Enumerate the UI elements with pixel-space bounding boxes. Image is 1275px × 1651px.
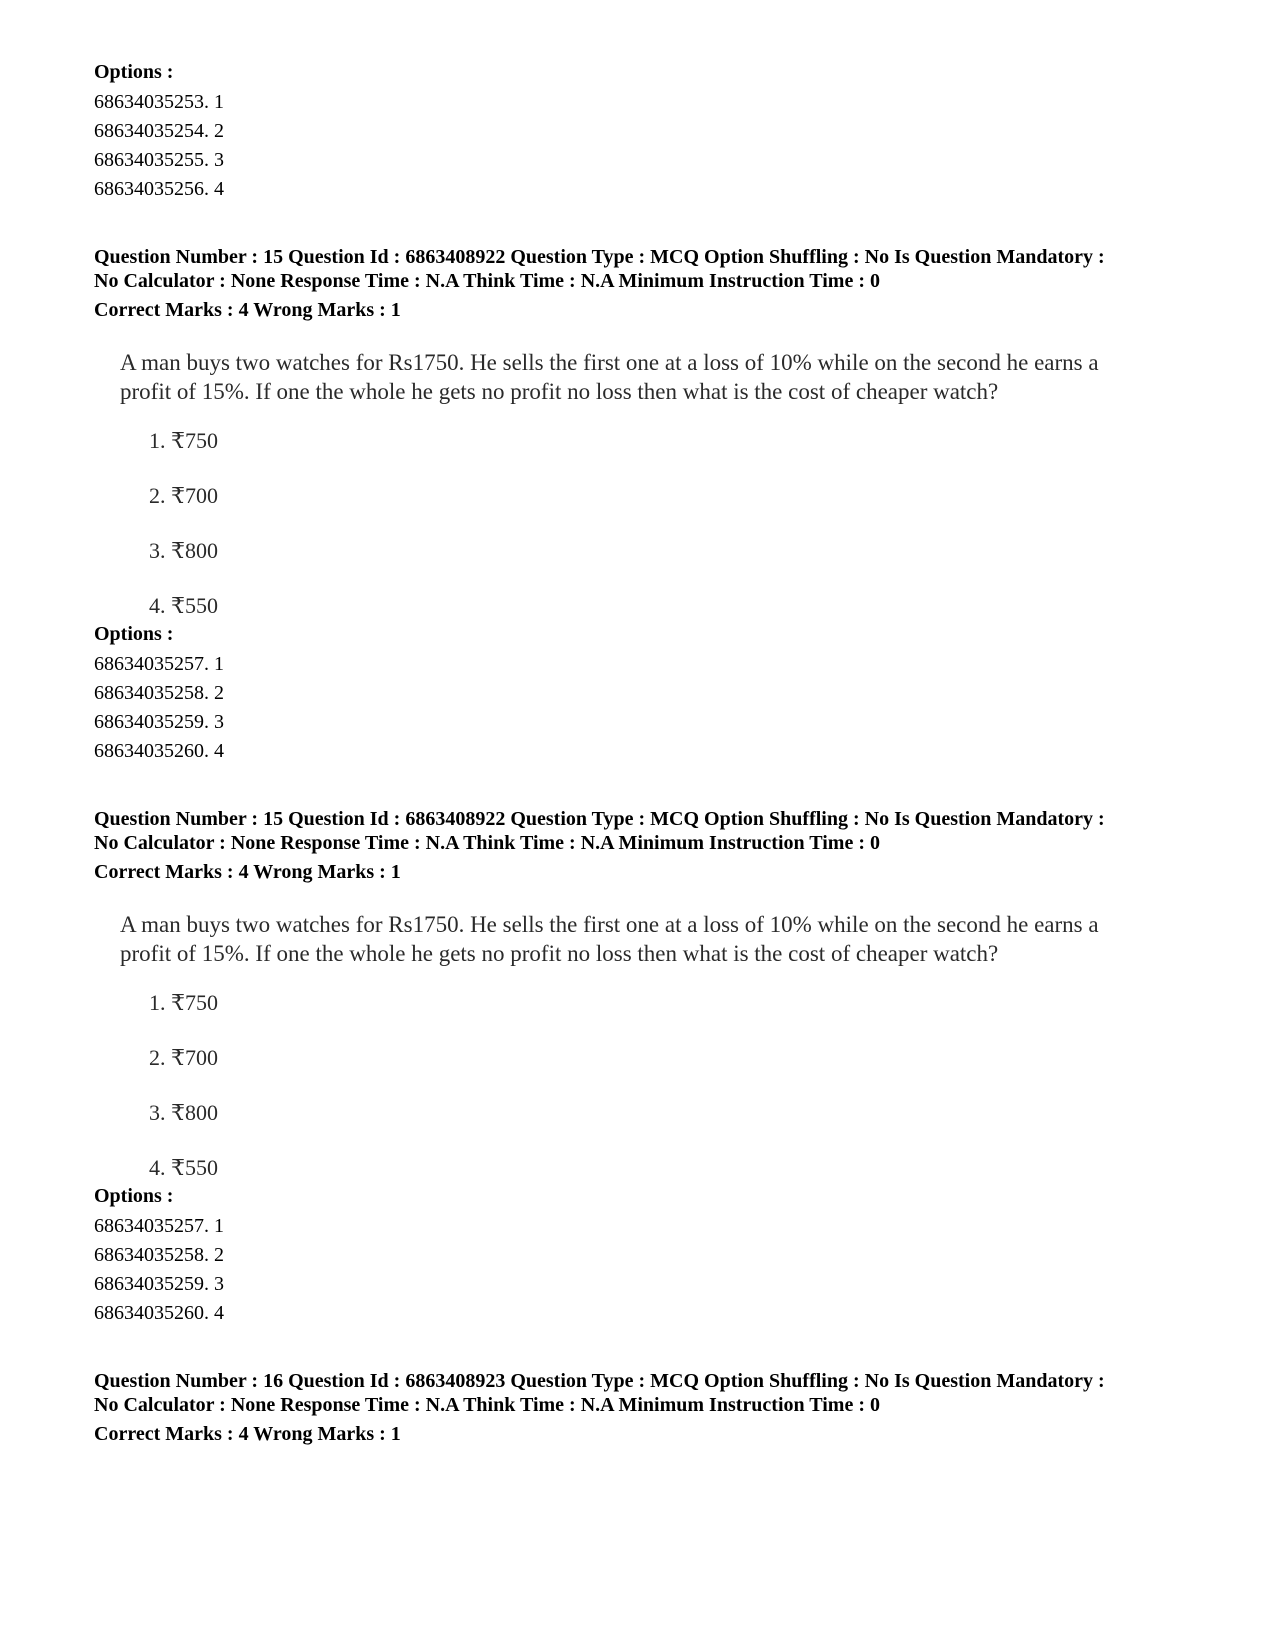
question-meta-line: No Calculator : None Response Time : N.A Think Time : N.A Minimum Instruction Time : 0: [94, 832, 880, 854]
answer-choice: 4. ₹550: [149, 593, 218, 618]
options-label: Options :: [94, 1185, 174, 1207]
options-label: Options :: [94, 623, 174, 645]
answer-choice: 1. ₹750: [149, 428, 218, 453]
question-header: [94, 1369, 1204, 1446]
option-item: 68634035258. 2: [94, 682, 224, 704]
question-meta-line: No Calculator : None Response Time : N.A Think Time : N.A Minimum Instruction Time : 0: [94, 270, 880, 292]
question-meta-line: Question Number : 16 Question Id : 6863408923 Question Type : MCQ Option Shuffling : No Is Question Mandatory :: [94, 1370, 1105, 1392]
option-item: 68634035254. 2: [94, 120, 224, 142]
question-header: [94, 807, 1204, 884]
option-item: 68634035260. 4: [94, 1302, 224, 1324]
option-item: 68634035257. 1: [94, 653, 224, 675]
question-text-line: A man buys two watches for Rs1750. He sells the first one at a loss of 10% while on the second he earns a: [120, 912, 1099, 937]
question-marks: Correct Marks : 4 Wrong Marks : 1: [94, 299, 401, 321]
question-text-line: profit of 15%. If one the whole he gets no profit no loss then what is the cost of cheaper watch?: [120, 379, 999, 404]
options-label: Options :: [94, 61, 174, 83]
option-item: 68634035259. 3: [94, 1273, 224, 1295]
options-list: [94, 58, 224, 204]
option-item: 68634035260. 4: [94, 740, 224, 762]
option-item: 68634035256. 4: [94, 178, 224, 200]
option-item: 68634035253. 1: [94, 91, 224, 113]
options-list: [94, 620, 224, 766]
question-text-line: profit of 15%. If one the whole he gets no profit no loss then what is the cost of cheaper watch?: [120, 941, 999, 966]
question-marks: Correct Marks : 4 Wrong Marks : 1: [94, 861, 401, 883]
question-header: [94, 245, 1204, 322]
answer-choice: 3. ₹800: [149, 538, 218, 563]
answer-choice: 2. ₹700: [149, 483, 218, 508]
option-item: 68634035259. 3: [94, 711, 224, 733]
option-item: 68634035255. 3: [94, 149, 224, 171]
question-meta-line: Question Number : 15 Question Id : 6863408922 Question Type : MCQ Option Shuffling : No Is Question Mandatory :: [94, 246, 1105, 268]
answer-choices: [149, 990, 218, 1210]
answer-choices: [149, 428, 218, 648]
option-item: 68634035257. 1: [94, 1215, 224, 1237]
question-meta-line: Question Number : 15 Question Id : 6863408922 Question Type : MCQ Option Shuffling : No Is Question Mandatory :: [94, 808, 1105, 830]
question-meta-line: No Calculator : None Response Time : N.A Think Time : N.A Minimum Instruction Time : 0: [94, 1394, 880, 1416]
question-marks: Correct Marks : 4 Wrong Marks : 1: [94, 1423, 401, 1445]
question-text: [120, 910, 1180, 968]
options-list: [94, 1182, 224, 1328]
answer-choice: 4. ₹550: [149, 1155, 218, 1180]
question-text: [120, 348, 1180, 406]
answer-choice: 3. ₹800: [149, 1100, 218, 1125]
question-text-line: A man buys two watches for Rs1750. He sells the first one at a loss of 10% while on the second he earns a: [120, 350, 1099, 375]
answer-choice: 1. ₹750: [149, 990, 218, 1015]
answer-choice: 2. ₹700: [149, 1045, 218, 1070]
option-item: 68634035258. 2: [94, 1244, 224, 1266]
